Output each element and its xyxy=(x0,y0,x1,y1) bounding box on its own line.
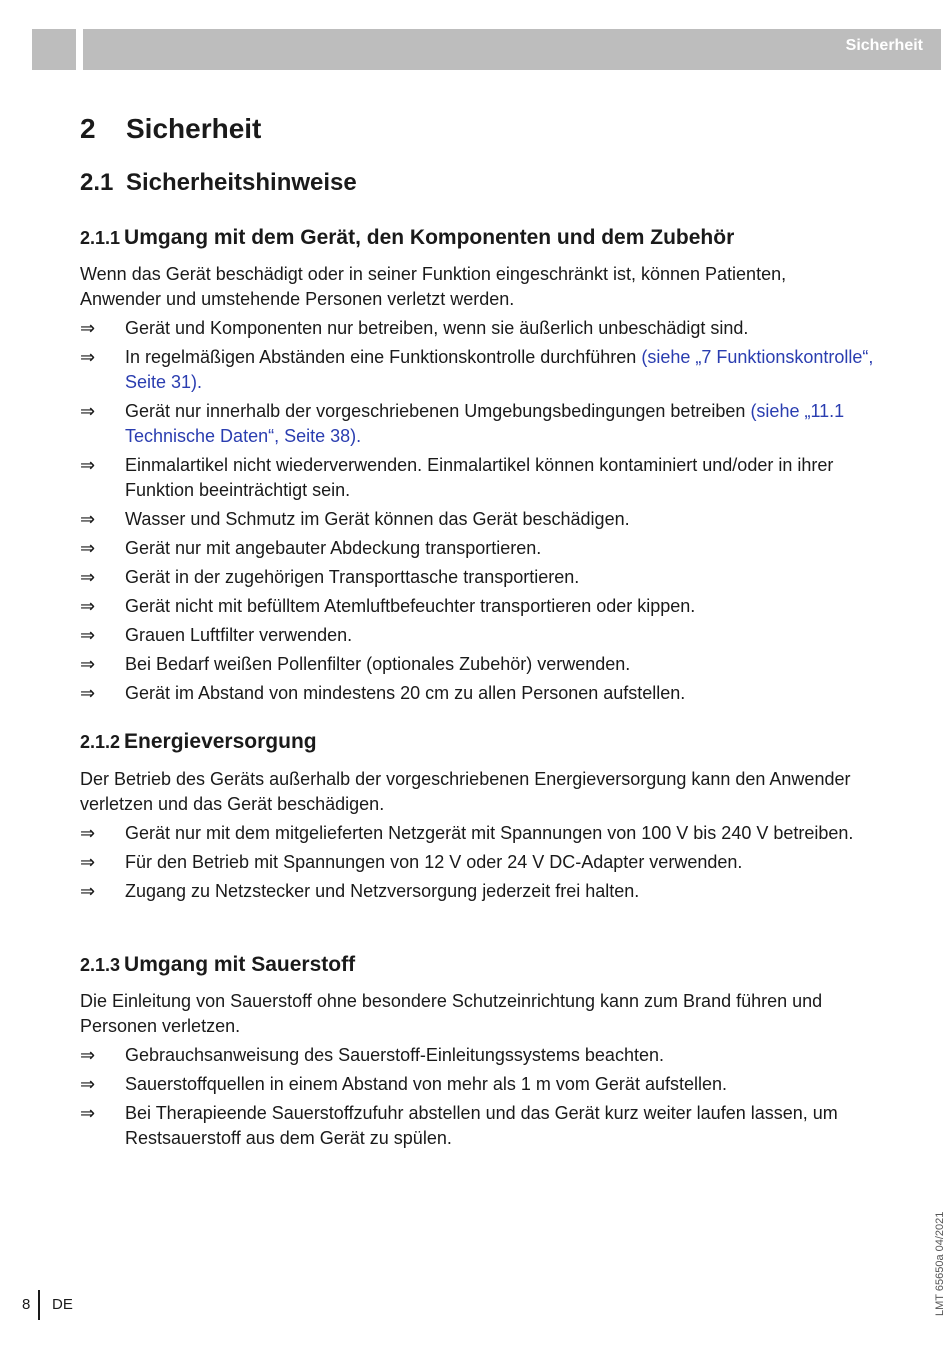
bullet-list xyxy=(80,1043,880,1155)
bullet-list xyxy=(80,316,880,710)
list-item-text: Sauerstoffquellen in einem Abstand von mehr als 1 m vom Gerät aufstellen. xyxy=(125,1074,727,1094)
list-item xyxy=(80,536,880,561)
language-code: DE xyxy=(52,1296,73,1313)
arrow-bullet-icon: ⇒ xyxy=(80,1045,96,1066)
list-item-text: Gerät nur innerhalb der vorgeschriebenen Umgebungsbedingungen betreiben xyxy=(125,401,751,421)
list-item-text: Gerät im Abstand von mindestens 20 cm zu allen Personen aufstellen. xyxy=(125,683,686,703)
cross-reference-link[interactable]: (siehe „7 Funktionskontrolle“, Seite 31). xyxy=(125,347,874,392)
subsection-title: Energieversorgung xyxy=(124,730,317,753)
arrow-bullet-icon: ⇒ xyxy=(80,1103,96,1124)
header-section-title: Sicherheit xyxy=(845,37,923,54)
list-item xyxy=(80,399,880,449)
list-item xyxy=(80,507,880,532)
list-item-text: Bei Therapieende Sauerstoffzufuhr abstellen und das Gerät kurz weiter laufen lassen, um Restsauerstoff aus dem Gerät zu spülen. xyxy=(125,1103,838,1148)
header-block xyxy=(32,29,76,70)
list-item-text: In regelmäßigen Abständen eine Funktionskontrolle durchführen xyxy=(125,347,642,367)
subsection-intro: Der Betrieb des Geräts außerhalb der vorgeschriebenen Energieversorgung kann den Anwender verletzen und das Gerät beschädigen. xyxy=(80,769,851,814)
list-item xyxy=(80,821,880,846)
list-item xyxy=(80,681,880,706)
arrow-bullet-icon: ⇒ xyxy=(80,347,96,368)
arrow-bullet-icon: ⇒ xyxy=(80,654,96,675)
list-item xyxy=(80,1072,880,1097)
list-item-text: Gerät und Komponenten nur betreiben, wenn sie äußerlich unbeschädigt sind. xyxy=(125,318,749,338)
chapter-title: Sicherheit xyxy=(126,113,262,144)
arrow-bullet-icon: ⇒ xyxy=(80,625,96,646)
subsection-number: 2.1.3 xyxy=(80,955,121,975)
subsection-number: 2.1.1 xyxy=(80,228,121,248)
footer-divider xyxy=(38,1290,40,1320)
document-code: LMT 65650a 04/2021 xyxy=(934,1211,946,1316)
list-item-text: Gebrauchsanweisung des Sauerstoff-Einleitungssystems beachten. xyxy=(125,1045,664,1065)
list-item xyxy=(80,850,880,875)
list-item-text: Bei Bedarf weißen Pollenfilter (optionales Zubehör) verwenden. xyxy=(125,654,631,674)
arrow-bullet-icon: ⇒ xyxy=(80,1074,96,1095)
arrow-bullet-icon: ⇒ xyxy=(80,881,96,902)
list-item-text: Zugang zu Netzstecker und Netzversorgung jederzeit frei halten. xyxy=(125,881,640,901)
list-item-text: Gerät nur mit angebauter Abdeckung transportieren. xyxy=(125,538,542,558)
subsection-number: 2.1.2 xyxy=(80,732,121,752)
arrow-bullet-icon: ⇒ xyxy=(80,318,96,339)
list-item xyxy=(80,652,880,677)
list-item xyxy=(80,594,880,619)
section-number: 2.1 xyxy=(80,169,114,196)
list-item xyxy=(80,345,880,395)
arrow-bullet-icon: ⇒ xyxy=(80,567,96,588)
chapter-heading xyxy=(80,113,261,145)
list-item xyxy=(80,879,880,904)
arrow-bullet-icon: ⇒ xyxy=(80,509,96,530)
list-item xyxy=(80,1043,880,1068)
header-bar xyxy=(83,29,941,70)
list-item-text: Gerät in der zugehörigen Transporttasche transportieren. xyxy=(125,567,580,587)
list-item xyxy=(80,623,880,648)
list-item-text: Gerät nur mit dem mitgelieferten Netzgerät mit Spannungen von 100 V bis 240 V betreiben. xyxy=(125,823,854,843)
list-item-text: Gerät nicht mit befülltem Atemluftbefeuchter transportieren oder kippen. xyxy=(125,596,696,616)
cross-reference-link[interactable]: (siehe „11.1 Technische Daten“, Seite 38). xyxy=(125,401,845,446)
subsection-title: Umgang mit dem Gerät, den Komponenten und dem Zubehör xyxy=(124,226,735,249)
subsection-title: Umgang mit Sauerstoff xyxy=(124,953,356,976)
arrow-bullet-icon: ⇒ xyxy=(80,538,96,559)
section-heading xyxy=(80,169,357,197)
section-title: Sicherheitshinweise xyxy=(126,169,357,196)
chapter-number: 2 xyxy=(80,113,96,144)
arrow-bullet-icon: ⇒ xyxy=(80,852,96,873)
subsection-heading xyxy=(80,730,317,754)
arrow-bullet-icon: ⇒ xyxy=(80,455,96,476)
list-item-text: Für den Betrieb mit Spannungen von 12 V oder 24 V DC-Adapter verwenden. xyxy=(125,852,743,872)
page-number: 8 xyxy=(22,1296,31,1313)
arrow-bullet-icon: ⇒ xyxy=(80,596,96,617)
arrow-bullet-icon: ⇒ xyxy=(80,823,96,844)
subsection-heading xyxy=(80,226,734,250)
list-item-text: Einmalartikel nicht wiederverwenden. Einmalartikel können kontaminiert und/oder in ihrer Funktion beeinträchtigt sein. xyxy=(125,455,834,500)
subsection-intro: Wenn das Gerät beschädigt oder in seiner Funktion eingeschränkt ist, können Patienten, Anwender und umstehende Personen verletzt werden. xyxy=(80,264,787,309)
list-item xyxy=(80,565,880,590)
subsection-intro: Die Einleitung von Sauerstoff ohne besondere Schutzeinrichtung kann zum Brand führen und Personen verletzen. xyxy=(80,991,823,1036)
list-item xyxy=(80,453,880,503)
subsection-heading xyxy=(80,953,355,977)
list-item xyxy=(80,316,880,341)
list-item-text: Grauen Luftfilter verwenden. xyxy=(125,625,353,645)
arrow-bullet-icon: ⇒ xyxy=(80,401,96,422)
list-item xyxy=(80,1101,880,1151)
list-item-text: Wasser und Schmutz im Gerät können das Gerät beschädigen. xyxy=(125,509,630,529)
bullet-list xyxy=(80,821,880,908)
arrow-bullet-icon: ⇒ xyxy=(80,683,96,704)
